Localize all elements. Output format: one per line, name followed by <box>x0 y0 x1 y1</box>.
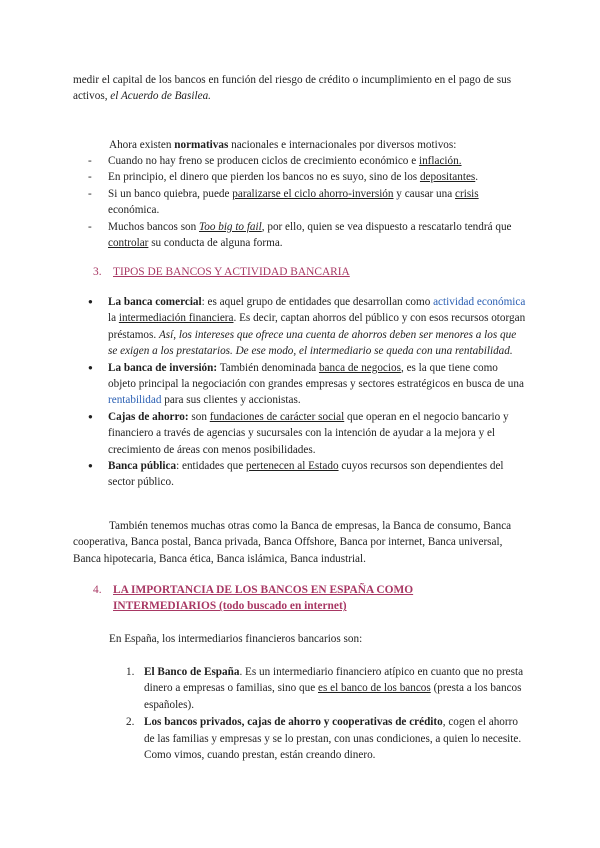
heading-number: 4. <box>93 584 102 596</box>
link-actividad-economica[interactable]: actividad económica <box>433 296 526 308</box>
link-fundaciones[interactable]: fundaciones de carácter social <box>209 410 345 423</box>
list-item: - Si un banco quiebra, puede paralizarse el ciclo ahorro-inversión y causar una crisis económica. <box>88 186 528 219</box>
link-controlar[interactable]: controlar <box>108 237 149 250</box>
list-item-cajas-ahorro: ● Cajas de ahorro: son fundaciones de carácter social que operan en el negocio bancario y financiero a través de agencias y sucursales con la intención de ayudar a la mejora y el crecimiento de áreas con menos posibilidades. <box>88 409 528 458</box>
link-too-big-to-fail[interactable]: Too big to fail <box>199 220 262 233</box>
paragraph-normativas: Ahora existen normativas nacionales e internacionales por diversos motivos: <box>109 139 457 151</box>
link-ciclo-ahorro-inversion[interactable]: paralizarse el ciclo ahorro-inversión <box>232 187 394 200</box>
link-rentabilidad[interactable]: rentabilidad <box>108 394 162 407</box>
list-item: - Muchos bancos son Too big to fail, por ello, quien se vea dispuesto a rescatarlo tendrá que controlar su conducta de alguna forma. <box>88 219 528 252</box>
link-intermediacion-financiera[interactable]: intermediación financiera <box>118 312 234 325</box>
link-banca-negocios[interactable]: banca de negocios <box>318 361 401 374</box>
link-crisis[interactable]: crisis <box>455 187 479 200</box>
paragraph-basel <box>73 72 527 105</box>
link-depositantes[interactable]: depositantes <box>419 171 476 184</box>
section-heading-4 <box>93 582 513 615</box>
normativas-bold: normativas <box>174 139 229 151</box>
reasons-list <box>88 153 528 251</box>
basel-accord-italic: el Acuerdo de Basilea. <box>110 90 211 103</box>
heading-number: 3. <box>93 266 102 278</box>
list-item: - Cuando no hay freno se producen ciclos de crecimiento económico e inflación. <box>88 153 528 169</box>
list-item-banco-espana: 1. El Banco de España. Es un intermediario financiero atípico en cuanto que no presta dinero a empresas o familias, sino que es el banco de los bancos (presta a los bancos españoles). <box>126 666 524 711</box>
link-banco-de-los-bancos[interactable]: es el banco de los bancos <box>317 682 431 695</box>
list-item: - En principio, el dinero que pierden los bancos no es suyo, sino de los depositantes. <box>88 169 528 185</box>
bank-types-list <box>88 294 528 491</box>
list-item-banca-inversion: ● La banca de inversión: También denominada banca de negocios, es la que tiene como objeto principal la negociación con grandes empresas y sectores estratégicos en busca de una rentabilidad para sus clientes y accionistas. <box>88 360 528 409</box>
link-inflacion[interactable]: inflación. <box>418 155 462 167</box>
paragraph-intermediarios: En España, los intermediarios financieros bancarios son: <box>109 633 363 645</box>
heading-text: LA IMPORTANCIA DE LOS BANCOS EN ESPAÑA COMO INTERMEDIARIOS (todo buscado en internet) <box>113 584 414 613</box>
section-heading-3 <box>93 264 513 280</box>
paragraph-other-banks: También tenemos muchas otras como la Banca de empresas, la Banca de consumo, Banca cooperativa, Banca postal, Banca privada, Banca Offshore, Banca por internet, Banca universal, Banca hipotecaria, Banca ética, Banca islámica, Banca industrial. <box>73 520 512 565</box>
link-pertenecen-estado[interactable]: pertenecen al Estado <box>245 460 339 473</box>
list-item-banca-comercial: ● La banca comercial: es aquel grupo de entidades que desarrollan como actividad económica la intermediación financiera. Es decir, captan ahorros del público y con esos recursos otorgan préstamos. Así, los intereses que ofrece una cuenta de ahorros deben ser menores a los que se exigen a los prestatarios. De ese modo, el intermediario se queda con una rentabilidad. <box>88 294 528 360</box>
list-item-banca-publica: ● Banca pública: entidades que pertenecen al Estado cuyos recursos son dependientes del sector público. <box>88 458 528 491</box>
heading-text: TIPOS DE BANCOS Y ACTIVIDAD BANCARIA <box>113 266 350 278</box>
list-item-bancos-privados: 2. Los bancos privados, cajas de ahorro y cooperativas de crédito, cogen el ahorro de las familias y empresas y se lo prestan, con unas condiciones, a quien lo necesite. Como vimos, cuando prestan, están creando dinero. <box>126 716 522 762</box>
paragraph-text: medir el capital de los bancos en función del riesgo de crédito o incumplimiento en el pago de sus activos, <box>73 74 512 103</box>
intermediaries-list <box>126 664 528 764</box>
